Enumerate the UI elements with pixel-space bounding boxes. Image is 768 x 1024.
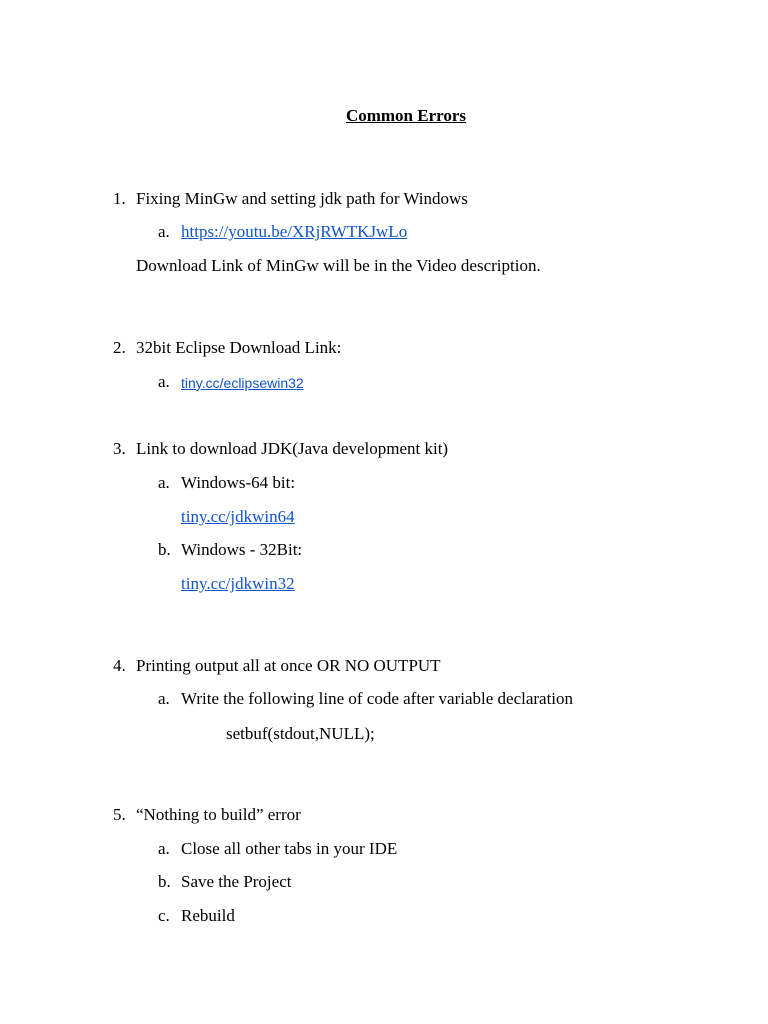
item-5c-letter: c.	[158, 906, 170, 925]
item-4a-letter: a.	[158, 689, 170, 708]
item-5b-letter: b.	[158, 872, 171, 891]
eclipse-link[interactable]: tiny.cc/eclipsewin32	[181, 375, 304, 391]
item-3-number: 3.	[113, 439, 126, 458]
item-1-text: Fixing MinGw and setting jdk path for Windows	[136, 189, 468, 208]
item-5b-text: Save the Project	[181, 872, 292, 891]
jdk-win32-link[interactable]: tiny.cc/jdkwin32	[181, 574, 295, 593]
code-snippet: setbuf(stdout,NULL);	[226, 724, 375, 743]
item-3a-letter: a.	[158, 473, 170, 492]
item-2a-letter: a.	[158, 372, 170, 391]
item-4-number: 4.	[113, 656, 126, 675]
youtube-link[interactable]: https://youtu.be/XRjRWTKJwLo	[181, 222, 408, 241]
jdk-win64-link[interactable]: tiny.cc/jdkwin64	[181, 507, 295, 526]
item-3a-text: Windows-64 bit:	[181, 473, 296, 492]
item-4a-text: Write the following line of code after variable declaration	[181, 689, 574, 708]
item-1a-letter: a.	[158, 222, 170, 241]
item-4-text: Printing output all at once OR NO OUTPUT	[136, 656, 441, 675]
item-5-text: “Nothing to build” error	[136, 805, 301, 824]
item-1-note: Download Link of MinGw will be in the Video description.	[136, 256, 541, 275]
item-3b-text: Windows - 32Bit:	[181, 540, 303, 559]
item-2-text: 32bit Eclipse Download Link:	[136, 338, 342, 357]
item-3b-letter: b.	[158, 540, 171, 559]
item-3-text: Link to download JDK(Java development kit)	[136, 439, 449, 458]
document-title: Common Errors	[345, 106, 467, 125]
item-2-number: 2.	[113, 338, 126, 357]
item-1-number: 1.	[113, 189, 126, 208]
item-5a-text: Close all other tabs in your IDE	[181, 839, 398, 858]
item-5-number: 5.	[113, 805, 126, 824]
item-5a-letter: a.	[158, 839, 170, 858]
item-5c-text: Rebuild	[181, 906, 235, 925]
